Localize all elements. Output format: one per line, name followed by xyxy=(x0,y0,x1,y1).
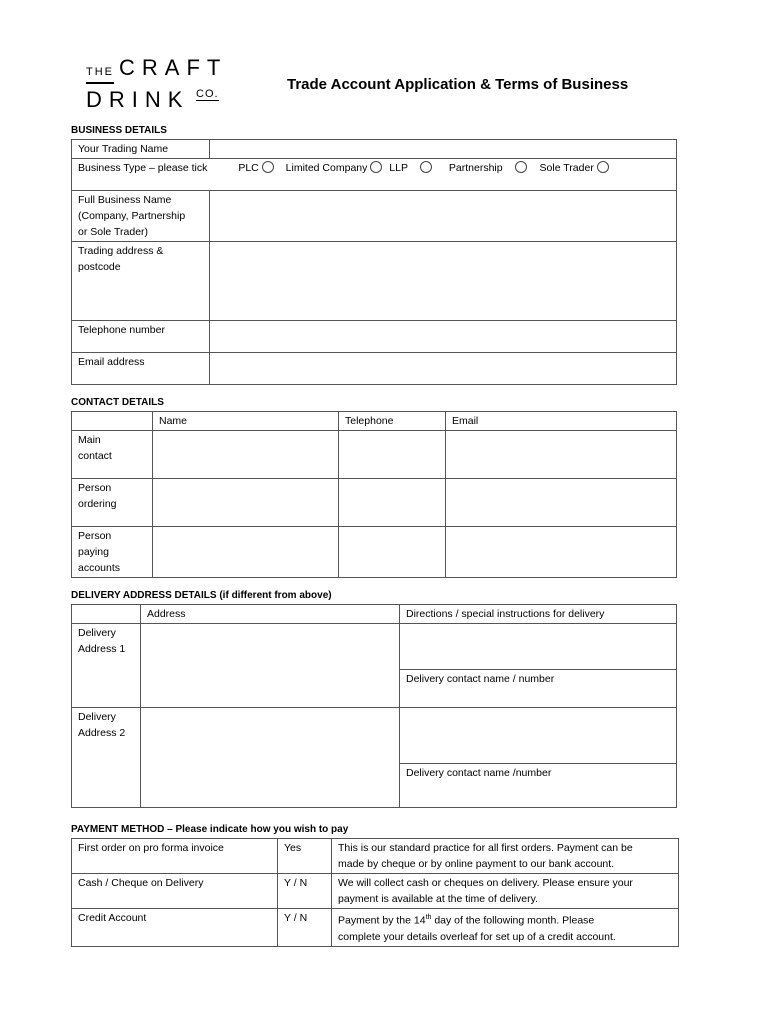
trading-address-label xyxy=(72,242,210,321)
contact-header-blank xyxy=(72,412,153,431)
telephone-field[interactable] xyxy=(210,321,677,353)
delivery-address-1-line1: Delivery xyxy=(78,627,116,639)
option-plc-radio[interactable] xyxy=(262,161,274,173)
contact-details-table xyxy=(71,411,677,578)
payment-method-table xyxy=(71,838,679,947)
option-limited-label: Limited Company xyxy=(285,162,368,174)
person-paying-email-field[interactable] xyxy=(446,527,677,578)
delivery-contact-1-label[interactable]: Delivery contact name / number xyxy=(400,670,677,708)
delivery-address-2-field[interactable] xyxy=(141,708,400,808)
main-contact-line2: contact xyxy=(78,450,112,462)
person-paying-line3: accounts xyxy=(78,562,121,574)
full-name-label xyxy=(72,191,210,242)
trading-name-label: Your Trading Name xyxy=(72,140,210,159)
payment-desc-line1: We will collect cash or cheques on delivery. Please ensure your xyxy=(338,877,633,889)
contact-col-telephone: Telephone xyxy=(339,412,446,431)
logo-drink: DRINK xyxy=(86,87,190,112)
business-type-label: Business Type – please tick xyxy=(78,162,208,174)
delivery-address-1-label xyxy=(72,624,141,708)
delivery-directions-2-field[interactable] xyxy=(400,708,677,764)
logo-craft: CRAFT xyxy=(119,55,228,80)
email-label: Email address xyxy=(72,353,210,385)
logo-the: THE xyxy=(86,66,114,78)
delivery-directions-1-field[interactable] xyxy=(400,624,677,670)
option-llp-radio[interactable] xyxy=(420,161,432,173)
delivery-address-1-line2: Address 1 xyxy=(78,643,126,655)
payment-choice[interactable]: Yes xyxy=(278,839,332,874)
contact-col-email: Email xyxy=(446,412,677,431)
payment-choice[interactable]: Y / N xyxy=(278,874,332,909)
full-name-line1: Full Business Name xyxy=(78,194,172,206)
payment-method-label: First order on pro forma invoice xyxy=(72,839,278,874)
main-contact-label xyxy=(72,431,153,479)
person-paying-telephone-field[interactable] xyxy=(339,527,446,578)
payment-description xyxy=(332,874,679,909)
contact-col-name: Name xyxy=(153,412,339,431)
business-details-table xyxy=(71,139,677,385)
delivery-header-blank xyxy=(72,605,141,624)
trading-address-line1: Trading address & xyxy=(78,245,164,257)
payment-choice[interactable]: Y / N xyxy=(278,909,332,947)
person-paying-name-field[interactable] xyxy=(153,527,339,578)
payment-desc-part-a: Payment by the 14 xyxy=(338,914,426,927)
trading-name-field[interactable] xyxy=(210,140,677,159)
person-ordering-email-field[interactable] xyxy=(446,479,677,527)
email-field[interactable] xyxy=(210,353,677,385)
payment-desc-line2: payment is available at the time of delivery. xyxy=(338,893,538,905)
option-sole-trader-radio[interactable] xyxy=(597,161,609,173)
delivery-address-2-label xyxy=(72,708,141,808)
full-name-line3: or Sole Trader) xyxy=(78,226,149,238)
delivery-contact-2-label[interactable]: Delivery contact name /number xyxy=(400,764,677,808)
person-paying-label xyxy=(72,527,153,578)
main-contact-name-field[interactable] xyxy=(153,431,339,479)
delivery-address-2-line1: Delivery xyxy=(78,711,116,723)
trading-address-line2: postcode xyxy=(78,261,121,273)
payment-desc-line1 xyxy=(338,910,672,929)
business-type-row xyxy=(72,159,677,191)
trading-address-field[interactable] xyxy=(210,242,677,321)
payment-method-label: Credit Account xyxy=(72,909,278,947)
logo-rule xyxy=(86,82,114,84)
option-partnership-radio[interactable] xyxy=(515,161,527,173)
option-limited-radio[interactable] xyxy=(370,161,382,173)
person-ordering-label xyxy=(72,479,153,527)
person-ordering-line1: Person xyxy=(78,482,112,494)
option-partnership-label: Partnership xyxy=(448,162,503,174)
payment-method-heading: PAYMENT METHOD – Please indicate how you wish to pay xyxy=(71,824,349,835)
payment-method-label: Cash / Cheque on Delivery xyxy=(72,874,278,909)
main-contact-email-field[interactable] xyxy=(446,431,677,479)
option-plc-label: PLC xyxy=(238,162,259,174)
main-contact-telephone-field[interactable] xyxy=(339,431,446,479)
delivery-address-1-field[interactable] xyxy=(141,624,400,708)
delivery-col-directions: Directions / special instructions for delivery xyxy=(400,605,677,624)
delivery-col-address: Address xyxy=(141,605,400,624)
delivery-details-table xyxy=(71,604,677,808)
payment-desc-sup: th xyxy=(425,914,432,921)
person-paying-line1: Person xyxy=(78,530,112,542)
company-logo xyxy=(86,55,228,114)
full-name-line2: (Company, Partnership xyxy=(78,210,186,222)
option-llp-label: LLP xyxy=(389,162,408,174)
logo-co: CO. xyxy=(196,88,219,100)
payment-desc-line2: complete your details overleaf for set up of a credit account. xyxy=(338,930,616,943)
person-paying-line2: paying xyxy=(78,546,109,558)
payment-desc-line1: This is our standard practice for all first orders. Payment can be xyxy=(338,842,633,854)
page-title: Trade Account Application & Terms of Business xyxy=(287,76,629,93)
contact-details-heading: CONTACT DETAILS xyxy=(71,397,164,408)
delivery-address-2-line2: Address 2 xyxy=(78,727,126,739)
business-details-heading: BUSINESS DETAILS xyxy=(71,125,167,136)
full-name-field[interactable] xyxy=(210,191,677,242)
payment-description xyxy=(332,839,679,874)
person-ordering-telephone-field[interactable] xyxy=(339,479,446,527)
person-ordering-name-field[interactable] xyxy=(153,479,339,527)
option-sole-trader-label: Sole Trader xyxy=(539,162,594,174)
main-contact-line1: Main xyxy=(78,434,101,446)
person-ordering-line2: ordering xyxy=(78,498,117,510)
payment-desc-line2: made by cheque or by online payment to our bank account. xyxy=(338,858,615,870)
telephone-label: Telephone number xyxy=(72,321,210,353)
delivery-details-heading: DELIVERY ADDRESS DETAILS (if different from above) xyxy=(71,590,332,601)
payment-description xyxy=(332,909,679,947)
payment-desc-part-b: day of the following month. Please xyxy=(431,914,595,927)
